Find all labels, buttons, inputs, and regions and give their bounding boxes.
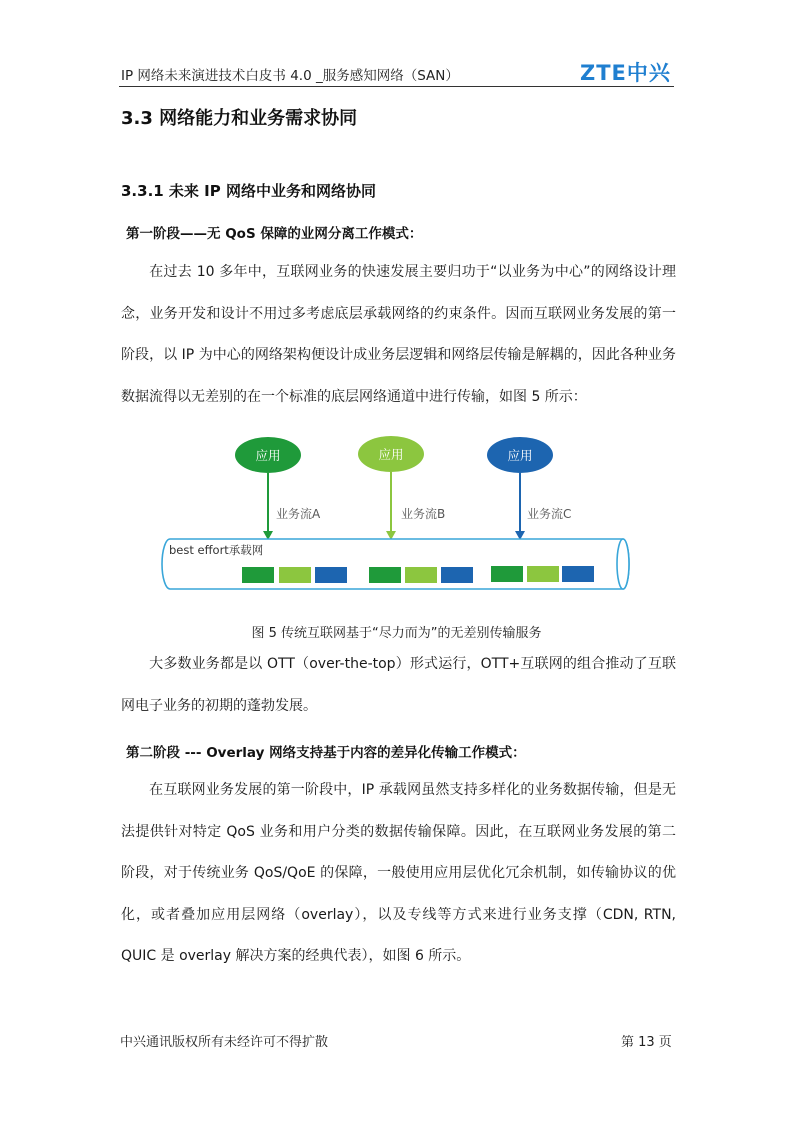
packet-group-3-light-green <box>527 566 559 582</box>
figure-5-caption: 图 5 传统互联网基于“尽力而为”的无差别传输服务 <box>251 626 542 641</box>
flow-label-a: 业务流A <box>276 507 321 521</box>
flow-label-c: 业务流C <box>527 507 572 521</box>
packet-group-3-dark-green <box>491 566 523 582</box>
footer-page-number: 第 13 页 <box>621 1035 672 1050</box>
app-node-1-label: 应用 <box>255 448 281 463</box>
packet-group-2-blue <box>441 567 473 583</box>
packet-group-3-blue <box>562 566 594 582</box>
app-node-2 <box>358 436 424 472</box>
footer-copyright: 中兴通讯版权所有未经许可不得扩散 <box>120 1035 329 1050</box>
stage1-title: 第一阶段——无 QoS 保障的业网分离工作模式： <box>126 226 423 242</box>
stage2-paragraph-1-text: 在互联网业务发展的第一阶段中，IP 承载网虽然支持多样化的业务数据传输，但是无法提供针对特定 QoS 业务和用户分类的数据传输保障。因此，在互联网业务发展的第二阶段，对于传统业务 QoS/QoE 的保障，一般使用应用层优化冗余机制，如传输协议的优化，或者叠加应用层网络（overlay），以及专线等方式来进行业务支撑（CDN, RTN, QUIC 是 overlay 解决方案的经典代表），如图 6 所示。 <box>121 782 676 964</box>
zte-logo: ZTE中兴 <box>580 61 671 85</box>
app-node-3-label: 应用 <box>507 448 533 463</box>
stage1-paragraph-1-text: 在过去 10 多年中，互联网业务的快速发展主要归功于“以业务为中心”的网络设计理念，业务开发和设计不用过多考虑底层承载网络的约束条件。因而互联网业务发展的第一阶段，以 IP 为中心的网络架构便设计成业务层逻辑和网络层传输是解耦的，因此各种业务数据流得以无差别的在一个标准的底层网络通道中进行传输，如图 5 所示： <box>121 264 676 405</box>
packet-group-2-light-green <box>405 567 437 583</box>
figure-5-diagram <box>150 430 640 600</box>
flow-arrow-a <box>263 473 273 540</box>
header-rule <box>119 86 674 87</box>
stage1-paragraph-2-text: 大多数业务都是以 OTT（over-the-top）形式运行，OTT+互联网的组合推动了互联网电子业务的初期的蓬勃发展。 <box>121 656 676 714</box>
flow-arrow-c <box>515 473 525 540</box>
packet-group-1-blue <box>315 567 347 583</box>
stage2-title: 第二阶段 --- Overlay 网络支持基于内容的差异化传输工作模式： <box>126 745 526 761</box>
app-node-3 <box>487 437 553 473</box>
packet-group-1-dark-green <box>242 567 274 583</box>
section-heading: 3.3 网络能力和业务需求协同 <box>121 108 358 129</box>
flow-arrow-b <box>386 472 396 540</box>
stage1-paragraph-1 <box>121 252 676 418</box>
header-title: IP 网络未来演进技术白皮书 4.0 _服务感知网络（SAN） <box>121 68 459 84</box>
packet-group-2-dark-green <box>369 567 401 583</box>
flow-label-b: 业务流B <box>401 507 446 521</box>
app-node-1 <box>235 437 301 473</box>
network-label: best effort承载网 <box>169 543 264 557</box>
stage2-paragraph-1 <box>121 770 676 978</box>
subsection-heading: 3.3.1 未来 IP 网络中业务和网络协同 <box>121 182 376 200</box>
stage1-paragraph-2 <box>121 644 676 727</box>
packet-group-1-light-green <box>279 567 311 583</box>
app-node-2-label: 应用 <box>378 447 404 462</box>
